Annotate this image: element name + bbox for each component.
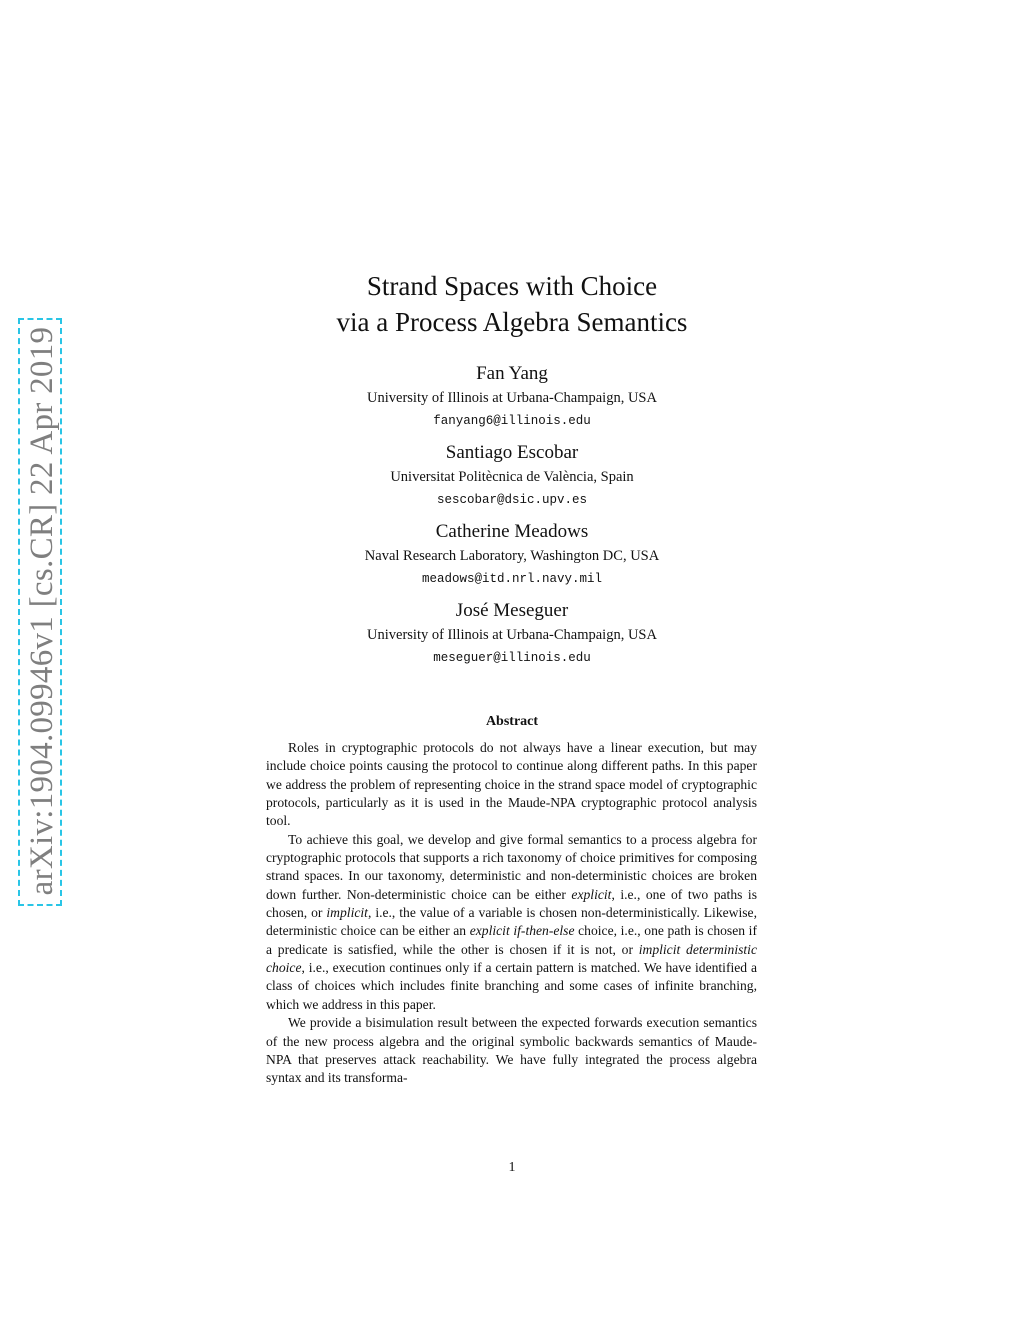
abstract-paragraph-2 xyxy=(266,831,757,1014)
author-block xyxy=(262,441,762,511)
text-segment: , i.e., one of two paths is chosen, or xyxy=(266,886,757,921)
author-affiliation: University of Illinois at Urbana-Champaign, USA xyxy=(367,390,657,406)
title-line-2: via a Process Algebra Semantics xyxy=(336,307,688,337)
author-name: Catherine Meadows xyxy=(435,521,589,542)
author-list xyxy=(262,362,762,678)
emphasis-explicit: explicit xyxy=(571,886,612,902)
author-block xyxy=(262,599,762,669)
author-name: José Meseguer xyxy=(455,600,569,621)
text-segment: , i.e., the value of a variable is chosen non-deterministically. Likewise, deterministic choice can be either an xyxy=(266,905,757,939)
author-affiliation: Naval Research Laboratory, Washington DC, USA xyxy=(364,548,660,564)
text-segment: , i.e., execution continues only if a certain pattern is matched. We have identified a class of choices which includes finite branching and some cases of infinite branching, which we address in this paper. xyxy=(266,960,757,1012)
author-block xyxy=(262,520,762,590)
text-segment: To achieve this goal, we develop and give formal semantics to a process algebra for cryptographic protocols that supports a rich taxonomy of choice primitives for composing strand spaces. In our taxonomy, deterministic and non-deterministic choices are broken down further. Non-deterministic choice can be either xyxy=(266,831,757,902)
page-number: 1 xyxy=(508,1160,516,1175)
emphasis-if-then-else: explicit if-then-else xyxy=(469,923,575,939)
author-name: Fan Yang xyxy=(476,363,548,384)
author-email: meadows@itd.nrl.navy.mil xyxy=(421,572,603,586)
paper-title xyxy=(262,268,762,340)
emphasis-implicit: implicit xyxy=(326,905,368,921)
author-block xyxy=(262,362,762,432)
author-email: sescobar@dsic.upv.es xyxy=(436,493,588,507)
title-line-1: Strand Spaces with Choice xyxy=(366,271,658,301)
author-affiliation: University of Illinois at Urbana-Champaign, USA xyxy=(367,627,657,643)
emphasis-implicit-deterministic: implicit deterministic choice xyxy=(266,941,757,976)
author-name: Santiago Escobar xyxy=(445,442,579,463)
abstract-body xyxy=(266,739,757,1088)
abstract-heading: Abstract xyxy=(485,714,539,729)
arxiv-identifier[interactable]: arXiv:1904.09946v1 [cs.CR] 22 Apr 2019 xyxy=(24,326,60,896)
author-email: meseguer@illinois.edu xyxy=(433,651,591,665)
abstract-paragraph-1: Roles in cryptographic protocols do not always have a linear execution, but may include choice points causing the protocol to continue along different paths. In this paper we address the problem of representing choice in the strand space model of cryptographic protocols, particularly as it is used in the Maude-NPA cryptographic protocol analysis tool. xyxy=(266,740,757,829)
author-affiliation: Universitat Politècnica de València, Spain xyxy=(390,469,634,485)
author-email: fanyang6@illinois.edu xyxy=(433,414,591,428)
text-segment: choice, i.e., one path is chosen if a predicate is satisfied, while the other is chosen if it is not, or xyxy=(266,923,757,957)
abstract-paragraph-3: We provide a bisimulation result between the expected forwards execution semantics of the new process algebra and the original symbolic backwards semantics of Maude-NPA that preserves attack reachability. We have fully integrated the process algebra syntax and its transforma- xyxy=(266,1015,757,1086)
